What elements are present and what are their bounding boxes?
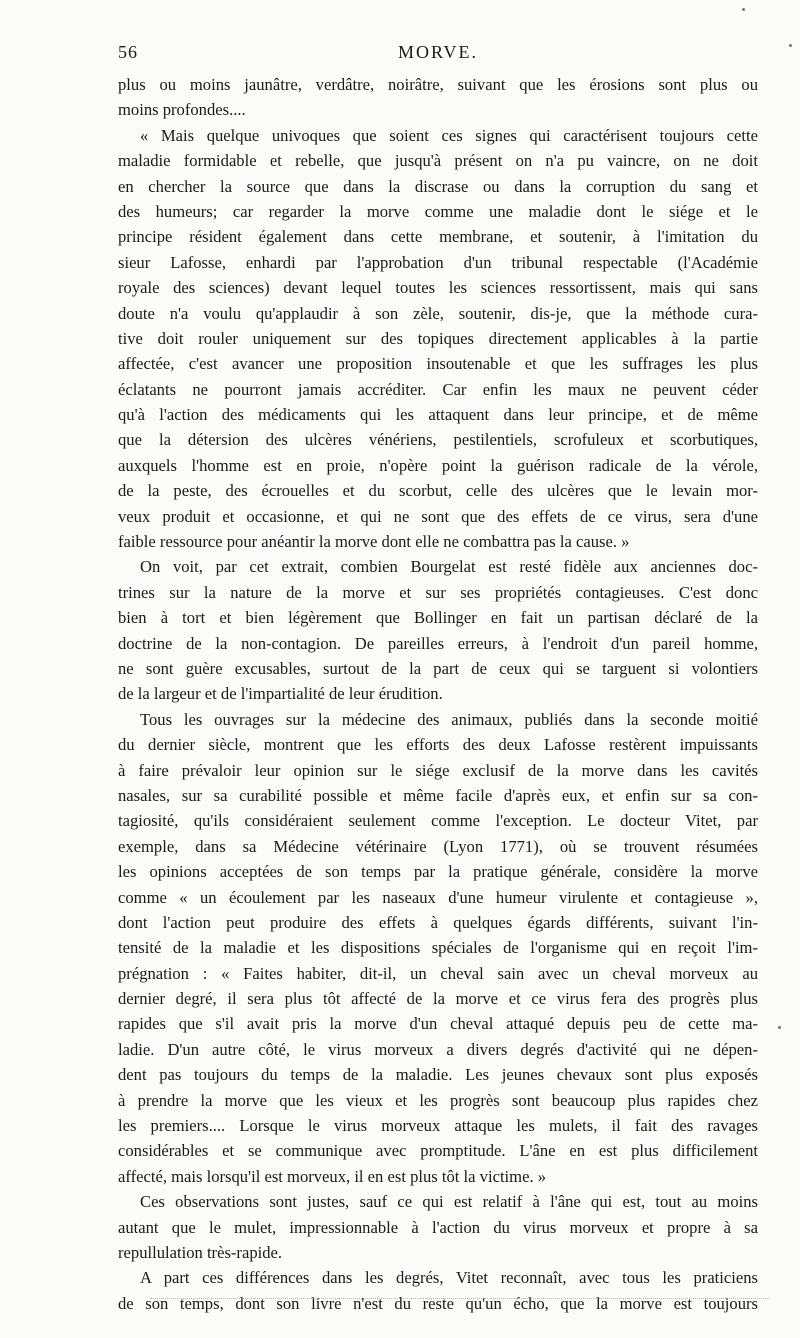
text-line: Tous les ouvrages sur la médecine des animaux, publiés dans la seconde moitié	[140, 709, 758, 729]
page-number: 56	[118, 42, 138, 62]
text-line: affecté, mais lorsqu'il est morveux, il en est plus tôt la victime. »	[118, 1166, 547, 1186]
text-line: les opinions acceptées de son temps par la pratique générale, considère la morve	[118, 862, 758, 882]
text-line: en chercher la source que dans la discrase ou dans la corruption du sang et	[118, 176, 758, 196]
text-line: de la peste, des écrouelles et du scorbut, celle des ulcères que le levain mor-	[118, 481, 758, 501]
text-line: ne sont guère excusables, surtout de la part de ceux qui se targuent si volontiers	[118, 658, 758, 678]
text-line: nasales, sur sa curabilité possible et même facile d'après eux, et enfin sur sa con-	[118, 785, 758, 805]
text-line: à prendre la morve que les vieux et les progrès sont beaucoup plus rapides chez	[118, 1090, 758, 1110]
text-line: trines sur la nature de la morve et sur ses propriétés contagieuses. C'est donc	[118, 582, 758, 602]
text-line: éclatants ne pourront jamais accréditer. Car enfin les maux ne peuvent céder	[118, 379, 758, 399]
text-line: comme « un écoulement par les naseaux d'une humeur virulente et contagieuse »,	[118, 887, 758, 907]
text-line: maladie formidable et rebelle, que jusqu'à présent on n'a pu vaincre, on ne doit	[118, 151, 758, 171]
text-line: de la largeur et de l'impartialité de leur érudition.	[118, 684, 443, 704]
text-line: tagiosité, qu'ils considéraient seulement comme l'exception. Le docteur Vitet, par	[118, 811, 758, 831]
text-line: des humeurs; car regarder la morve comme une maladie dont le siége et le	[118, 201, 758, 221]
text-line: de son temps, dont son livre n'est du reste qu'un écho, que la morve est toujours	[118, 1293, 758, 1313]
bottom-dotted-rule	[150, 1298, 770, 1299]
text-line: affectée, c'est avancer une proposition insoutenable et que les suffrages les plus	[118, 354, 758, 374]
text-line: exemple, dans sa Médecine vétérinaire (Lyon 1771), où se trouvent résumées	[118, 836, 758, 856]
text-line: considérables et se communique avec promptitude. L'âne en est plus difficilement	[118, 1141, 758, 1161]
text-line: tive doit rouler uniquement sur des topiques directement applicables à la partie	[118, 328, 758, 348]
text-line: dent pas toujours du temps de la maladie. Les jeunes chevaux sont plus exposés	[118, 1065, 758, 1085]
text-line: prégnation : « Faites habiter, dit-il, un cheval sain avec un cheval morveux au	[118, 963, 758, 983]
text-line: les premiers.... Lorsque le virus morveux attaque les mulets, il fait des ravages	[118, 1116, 758, 1136]
text-line: rapides que s'il avait pris la morve d'un cheval attaqué depuis peu de cette ma-	[118, 1014, 758, 1034]
text-line: doctrine de la non-contagion. De pareilles erreurs, à l'endroit d'un pareil homme,	[118, 633, 758, 653]
text-line: bien à tort et bien légèrement que Bollinger en fait un partisan déclaré de la	[118, 608, 758, 628]
body-text	[118, 72, 758, 1316]
text-line: faible ressource pour anéantir la morve dont elle ne combattra pas la cause. »	[118, 532, 630, 552]
text-line: à faire prévaloir leur opinion sur le siége exclusif de la morve dans les cavités	[118, 760, 758, 780]
text-line: repullulation très-rapide.	[118, 1242, 283, 1262]
text-line: du dernier siècle, montrent que les efforts des deux Lafosse restèrent impuissants	[118, 735, 758, 755]
text-line: veux produit et occasionne, et qui ne sont que des effets de ce virus, sera d'une	[118, 506, 758, 526]
text-line: dernier degré, il sera plus tôt affecté de la morve et ce virus fera des progrès plus	[118, 989, 758, 1009]
scan-speck	[742, 8, 745, 11]
running-title: MORVE.	[397, 42, 479, 62]
text-line: royale des sciences) devant lequel toutes les sciences ressortissent, mais qui sans	[118, 278, 758, 298]
scan-speck	[778, 1026, 781, 1029]
text-line: auxquels l'homme est en proie, n'opère point la guérison radicale de la vérole,	[118, 455, 758, 475]
text-line: dont l'action peut produire des effets à quelques égards différents, suivant l'in-	[118, 912, 758, 932]
text-line: que la détersion des ulcères vénériens, pestilentiels, scrofuleux et scorbutiques,	[118, 430, 758, 450]
text-line: « Mais quelque univoques que soient ces signes qui caractérisent toujours cette	[140, 125, 758, 145]
scan-speck	[789, 44, 792, 47]
text-line: tensité de la maladie et les dispositions spéciales de l'organisme qui en reçoit l'im-	[118, 938, 758, 958]
text-line: ladie. D'un autre côté, le virus morveux a divers degrés d'activité qui ne dépen-	[118, 1039, 758, 1059]
text-line: doute n'a voulu qu'applaudir à son zèle, soutenir, dis-je, que la méthode cura-	[118, 303, 758, 323]
text-line: qu'à l'action des médicaments qui les attaquent dans leur principe, et de même	[118, 405, 758, 425]
text-line: A part ces différences dans les degrés, Vitet reconnaît, avec tous les praticiens	[140, 1268, 758, 1288]
text-line: principe résident également dans cette membrane, et soutenir, à l'imitation du	[118, 227, 758, 247]
text-line: plus ou moins jaunâtre, verdâtre, noirâtre, suivant que les érosions sont plus ou	[118, 75, 758, 94]
text-line: autant que le mulet, impressionnable à l'action du virus morveux et propre à sa	[118, 1217, 758, 1237]
text-line: moins profondes....	[118, 100, 246, 120]
text-line: On voit, par cet extrait, combien Bourgelat est resté fidèle aux anciennes doc-	[140, 557, 758, 577]
text-line: sieur Lafosse, enhardi par l'approbation d'un tribunal respectable (l'Académie	[118, 252, 758, 272]
running-head	[118, 42, 758, 66]
text-line: Ces observations sont justes, sauf ce qui est relatif à l'âne qui est, tout au moins	[140, 1192, 758, 1212]
